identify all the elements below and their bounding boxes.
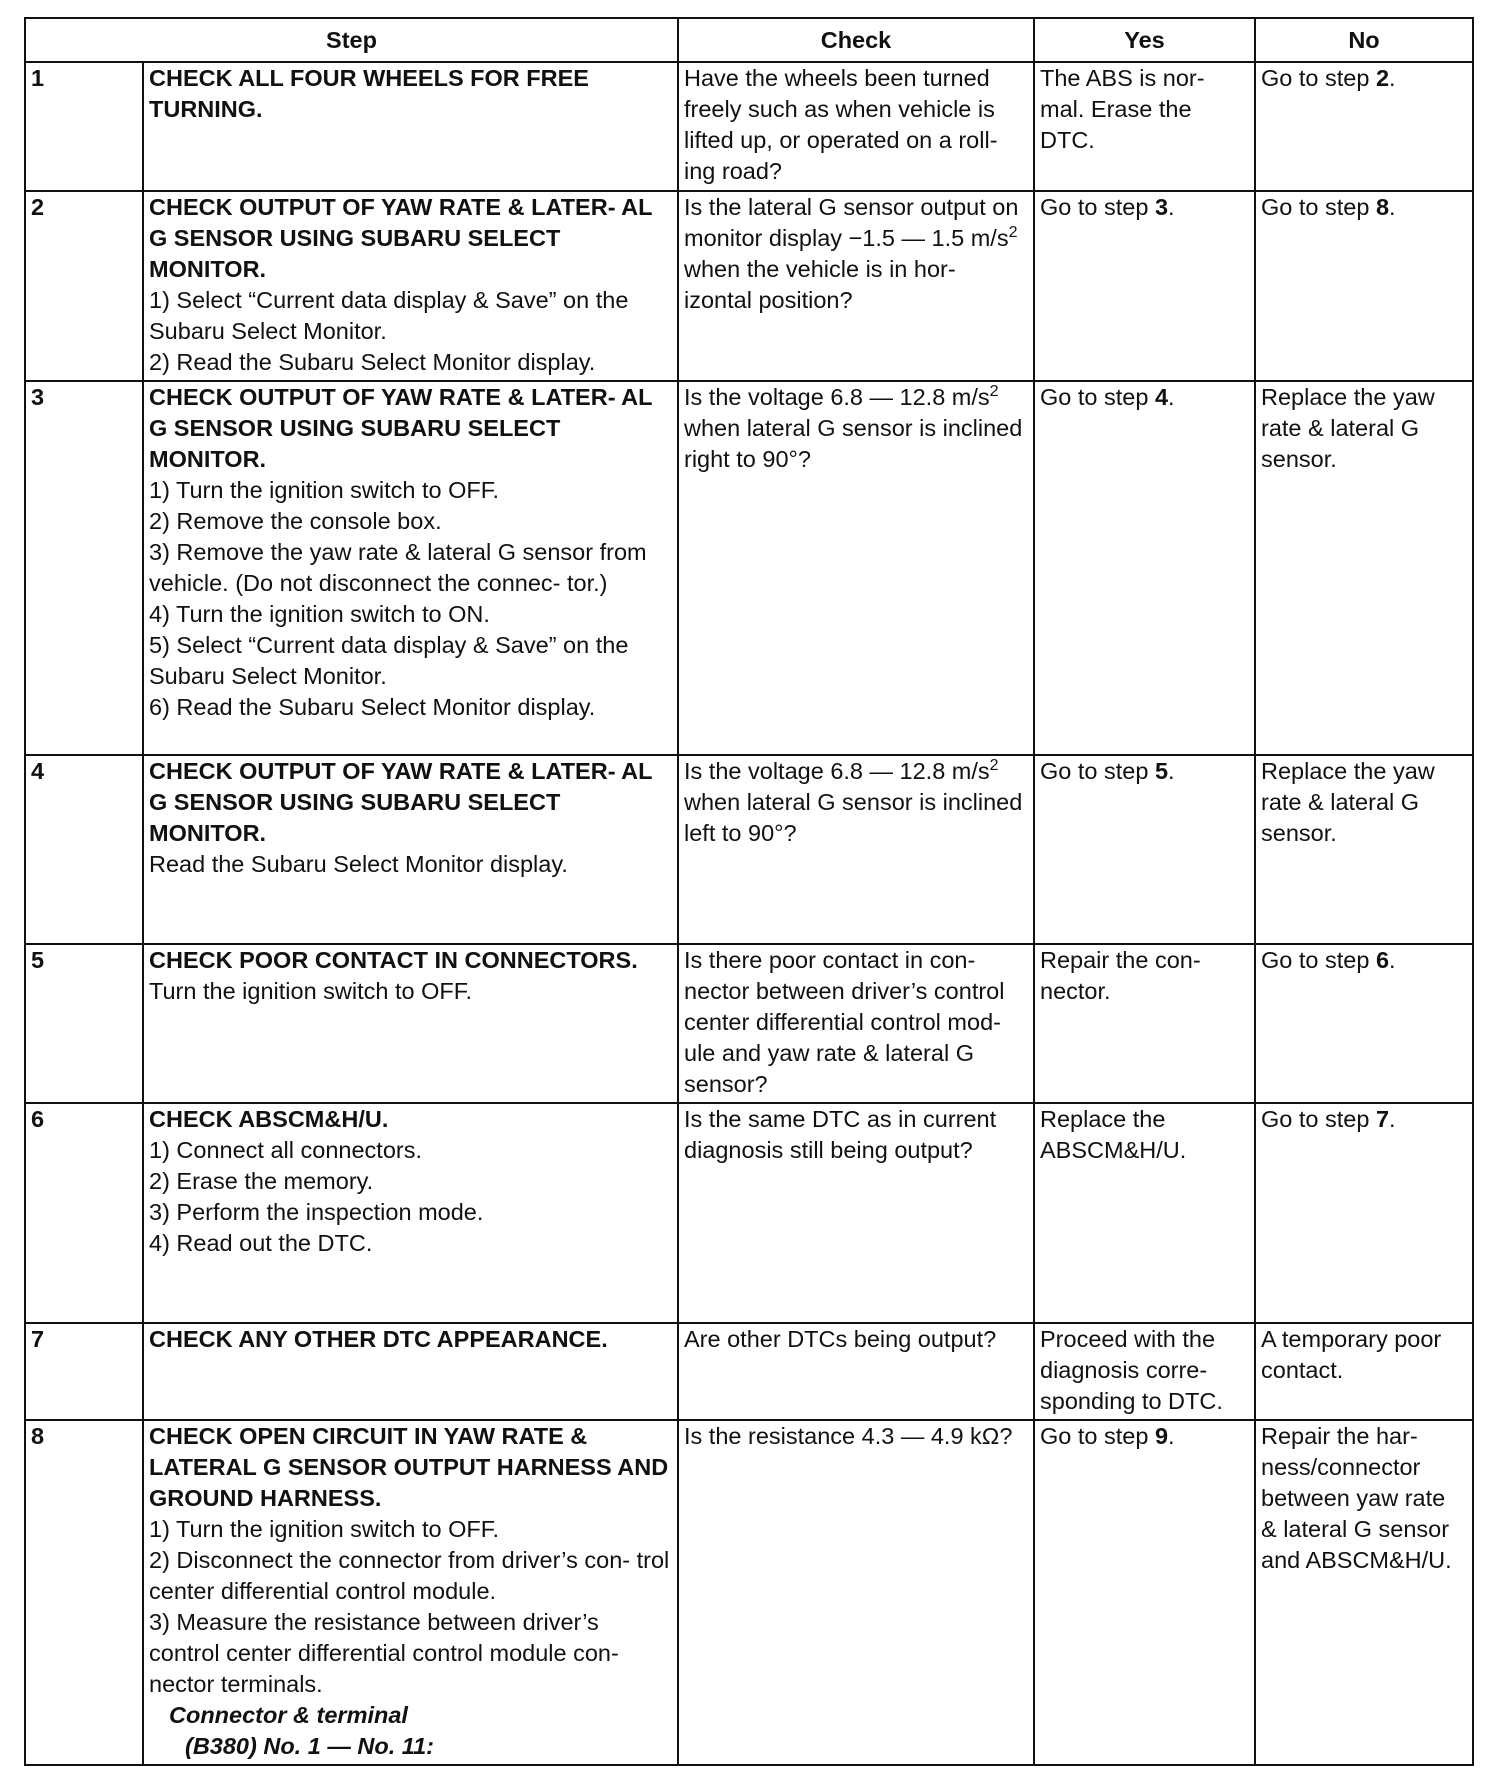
check-cell: Is the resistance 4.3 — 4.9 kΩ? bbox=[678, 1420, 1034, 1765]
step-instruction: 4) Turn the ignition switch to ON. bbox=[149, 601, 490, 627]
yes-cell bbox=[1034, 191, 1255, 381]
table-row bbox=[25, 1420, 1473, 1765]
step-number: 1 bbox=[25, 62, 143, 191]
yes-suffix: . bbox=[1168, 194, 1175, 220]
step-instruction: 3) Perform the inspection mode. bbox=[149, 1199, 484, 1225]
yes-text: Go to step bbox=[1040, 1423, 1155, 1449]
check-cell bbox=[678, 381, 1034, 755]
step-number: 7 bbox=[25, 1323, 143, 1420]
table-row bbox=[25, 191, 1473, 381]
no-step-ref: 7 bbox=[1375, 1106, 1390, 1132]
no-cell bbox=[1255, 62, 1473, 191]
step-number: 5 bbox=[25, 944, 143, 1103]
superscript: 2 bbox=[989, 757, 999, 774]
diagnostic-table bbox=[24, 17, 1474, 1766]
no-cell: Replace the yaw rate & lateral G sensor. bbox=[1255, 755, 1473, 944]
check-text: Is the voltage 6.8 — 12.8 m/s bbox=[684, 758, 990, 784]
table-row bbox=[25, 755, 1473, 944]
yes-suffix: . bbox=[1168, 384, 1175, 410]
step-cell bbox=[143, 755, 678, 944]
no-step-ref: 2 bbox=[1375, 65, 1390, 91]
table-row bbox=[25, 62, 1473, 191]
step-cell bbox=[143, 381, 678, 755]
no-cell bbox=[1255, 1103, 1473, 1323]
step-instruction: 2) Disconnect the connector from driver’s con- trol center differential control module. bbox=[149, 1547, 670, 1604]
step-number: 3 bbox=[25, 381, 143, 755]
table-row bbox=[25, 1323, 1473, 1420]
header-check: Check bbox=[678, 18, 1034, 62]
no-cell: Replace the yaw rate & lateral G sensor. bbox=[1255, 381, 1473, 755]
step-number: 8 bbox=[25, 1420, 143, 1765]
step-number: 6 bbox=[25, 1103, 143, 1323]
header-yes: Yes bbox=[1034, 18, 1255, 62]
step-instruction: 1) Connect all connectors. bbox=[149, 1137, 423, 1163]
check-cell bbox=[678, 755, 1034, 944]
step-cell bbox=[143, 1420, 678, 1765]
step-instruction: 1) Select “Current data display & Save” on the Subaru Select Monitor. bbox=[149, 287, 629, 344]
yes-cell bbox=[1034, 381, 1255, 755]
step-instruction: 6) Read the Subaru Select Monitor display. bbox=[149, 694, 596, 720]
check-cell: Is the same DTC as in current diagnosis still being output? bbox=[678, 1103, 1034, 1323]
yes-suffix: . bbox=[1168, 1423, 1175, 1449]
step-title: CHECK ALL FOUR WHEELS FOR FREE TURNING. bbox=[149, 65, 589, 122]
yes-step-ref: 3 bbox=[1154, 194, 1169, 220]
step-instruction: 3) Measure the resistance between driver’s control center differential control module con- nector terminals. bbox=[149, 1609, 619, 1697]
check-text: Is the lateral G sensor output on monitor display −1.5 — 1.5 m/s bbox=[684, 194, 1019, 251]
yes-cell: The ABS is nor- mal. Erase the DTC. bbox=[1034, 62, 1255, 191]
step-instruction: 2) Remove the console box. bbox=[149, 508, 442, 534]
yes-text: Go to step bbox=[1040, 384, 1155, 410]
step-number: 4 bbox=[25, 755, 143, 944]
yes-suffix: . bbox=[1168, 758, 1175, 784]
no-suffix: . bbox=[1389, 947, 1396, 973]
header-row bbox=[25, 18, 1473, 62]
no-suffix: . bbox=[1389, 1106, 1396, 1132]
check-cell: Are other DTCs being output? bbox=[678, 1323, 1034, 1420]
step-title: CHECK POOR CONTACT IN CONNECTORS. bbox=[149, 947, 638, 973]
yes-step-ref: 4 bbox=[1154, 384, 1169, 410]
step-cell bbox=[143, 1103, 678, 1323]
table-row bbox=[25, 1103, 1473, 1323]
check-text-cont: when the vehicle is in hor- izontal position? bbox=[684, 256, 956, 313]
no-text: Go to step bbox=[1261, 194, 1376, 220]
no-text: Go to step bbox=[1261, 1106, 1376, 1132]
yes-cell: Proceed with the diagnosis corre- sponding to DTC. bbox=[1034, 1323, 1255, 1420]
step-cell bbox=[143, 1323, 678, 1420]
no-cell: A temporary poor contact. bbox=[1255, 1323, 1473, 1420]
yes-text: Go to step bbox=[1040, 194, 1155, 220]
table-row bbox=[25, 381, 1473, 755]
check-cell bbox=[678, 191, 1034, 381]
step-instruction: 1) Turn the ignition switch to OFF. bbox=[149, 1516, 500, 1542]
step-number: 2 bbox=[25, 191, 143, 381]
yes-step-ref: 5 bbox=[1154, 758, 1169, 784]
header-no: No bbox=[1255, 18, 1473, 62]
table-row bbox=[25, 944, 1473, 1103]
yes-text: Go to step bbox=[1040, 758, 1155, 784]
step-instruction: 3) Remove the yaw rate & lateral G sensor from vehicle. (Do not disconnect the connec- tor.) bbox=[149, 539, 647, 596]
superscript: 2 bbox=[989, 383, 999, 400]
no-step-ref: 8 bbox=[1375, 194, 1390, 220]
check-text-cont: when lateral G sensor is inclined right to 90°? bbox=[684, 415, 1023, 472]
step-title: CHECK OPEN CIRCUIT IN YAW RATE & LATERAL G SENSOR OUTPUT HARNESS AND GROUND HARNESS. bbox=[149, 1423, 669, 1511]
no-step-ref: 6 bbox=[1375, 947, 1390, 973]
no-suffix: . bbox=[1389, 65, 1396, 91]
step-instruction: 2) Read the Subaru Select Monitor display. bbox=[149, 349, 596, 375]
check-text: Is the voltage 6.8 — 12.8 m/s bbox=[684, 384, 990, 410]
yes-cell: Replace the ABSCM&H/U. bbox=[1034, 1103, 1255, 1323]
no-text: Go to step bbox=[1261, 947, 1376, 973]
step-cell bbox=[143, 191, 678, 381]
header-step: Step bbox=[25, 18, 678, 62]
step-instruction: 5) Select “Current data display & Save” on the Subaru Select Monitor. bbox=[149, 632, 629, 689]
check-cell: Is there poor contact in con- nector between driver’s control center differential control mod- ule and yaw rate & lateral G sensor? bbox=[678, 944, 1034, 1103]
no-cell bbox=[1255, 191, 1473, 381]
step-cell bbox=[143, 944, 678, 1103]
check-text-cont: when lateral G sensor is inclined left to 90°? bbox=[684, 789, 1023, 846]
step-instruction: Read the Subaru Select Monitor display. bbox=[149, 851, 568, 877]
no-cell bbox=[1255, 944, 1473, 1103]
step-title: CHECK OUTPUT OF YAW RATE & LATER- AL G SENSOR USING SUBARU SELECT MONITOR. bbox=[149, 194, 653, 282]
no-suffix: . bbox=[1389, 194, 1396, 220]
step-instruction: 2) Erase the memory. bbox=[149, 1168, 374, 1194]
step-cell bbox=[143, 62, 678, 191]
step-title: CHECK ABSCM&H/U. bbox=[149, 1106, 389, 1132]
step-title: CHECK OUTPUT OF YAW RATE & LATER- AL G SENSOR USING SUBARU SELECT MONITOR. bbox=[149, 758, 653, 846]
spec-label: Connector & terminal bbox=[169, 1702, 408, 1728]
superscript: 2 bbox=[1008, 224, 1018, 241]
step-title: CHECK ANY OTHER DTC APPEARANCE. bbox=[149, 1326, 608, 1352]
yes-step-ref: 9 bbox=[1154, 1423, 1169, 1449]
step-title: CHECK OUTPUT OF YAW RATE & LATER- AL G SENSOR USING SUBARU SELECT MONITOR. bbox=[149, 384, 653, 472]
spec-value: (B380) No. 1 — No. 11: bbox=[185, 1733, 434, 1759]
step-instruction: 4) Read out the DTC. bbox=[149, 1230, 373, 1256]
yes-cell bbox=[1034, 1420, 1255, 1765]
yes-cell: Repair the con- nector. bbox=[1034, 944, 1255, 1103]
step-instruction: 1) Turn the ignition switch to OFF. bbox=[149, 477, 500, 503]
check-cell: Have the wheels been turned freely such as when vehicle is lifted up, or operated on a roll- ing road? bbox=[678, 62, 1034, 191]
no-text: Go to step bbox=[1261, 65, 1376, 91]
yes-cell bbox=[1034, 755, 1255, 944]
step-instruction: Turn the ignition switch to OFF. bbox=[149, 978, 473, 1004]
no-cell: Repair the har- ness/connector between yaw rate & lateral G sensor and ABSCM&H/U. bbox=[1255, 1420, 1473, 1765]
